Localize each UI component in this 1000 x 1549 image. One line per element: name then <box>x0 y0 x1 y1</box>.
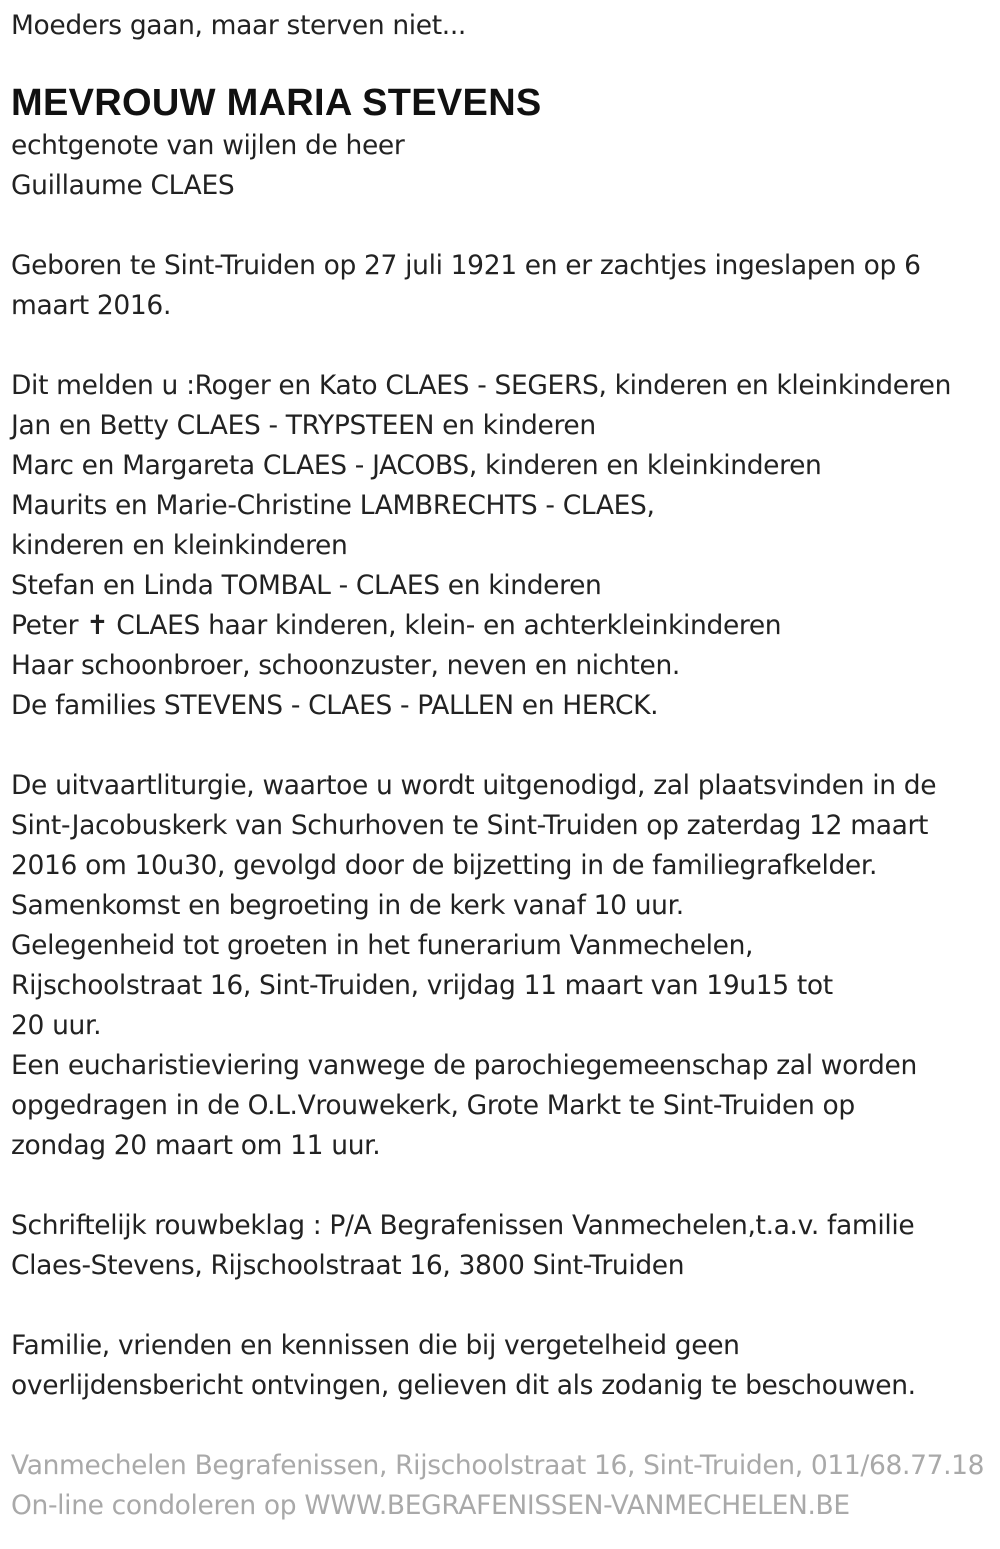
cross-icon: ✝ <box>86 610 109 641</box>
spouse-line: echtgenote van wijlen de heer <box>11 130 405 161</box>
ceremony-line: Gelegenheid tot groeten in het funerarium Vanmechelen, <box>11 930 754 961</box>
ceremony-line: Samenkomst en begroeting in de kerk vanaf 10 uur. <box>11 890 684 921</box>
spacer <box>11 326 996 366</box>
family-line: kinderen en kleinkinderen <box>11 530 348 561</box>
family-line: Stefan en Linda TOMBAL - CLAES en kinderen <box>11 570 602 601</box>
death-notice <box>11 0 996 1526</box>
ceremony-line: 2016 om 10u30, gevolgd door de bijzetting in de familiegrafkelder. <box>11 850 878 881</box>
footer <box>11 1446 996 1526</box>
peter-rest: CLAES haar kinderen, klein- en achterkleinkinderen <box>108 610 782 641</box>
family-line: De families STEVENS - CLAES - PALLEN en HERCK. <box>11 690 659 721</box>
ceremony-line: Sint-Jacobuskerk van Schurhoven te Sint-Truiden op zaterdag 12 maart <box>11 810 929 841</box>
spacer <box>11 206 996 246</box>
spacer <box>11 726 996 766</box>
ceremony-line: 20 uur. <box>11 1010 102 1041</box>
ceremony-line: Rijschoolstraat 16, Sint-Truiden, vrijdag 11 maart van 19u15 tot <box>11 970 833 1001</box>
family-line: Haar schoonbroer, schoonzuster, neven en nichten. <box>11 650 680 681</box>
family-line-peter <box>11 606 996 646</box>
birth-line: Geboren te Sint-Truiden op 27 juli 1921 en er zachtjes ingeslapen op 6 <box>11 250 921 281</box>
ceremony-line: opgedragen in de O.L.Vrouwekerk, Grote Markt te Sint-Truiden op <box>11 1090 855 1121</box>
condolence-line: Schriftelijk rouwbeklag : P/A Begrafenissen Vanmechelen,t.a.v. familie <box>11 1210 915 1241</box>
peter-name: Peter <box>11 610 87 641</box>
footer-website: On-line condoleren op WWW.BEGRAFENISSEN-VANMECHELEN.BE <box>11 1490 850 1521</box>
spacer <box>11 1406 996 1446</box>
ceremony-line: De uitvaartliturgie, waartoe u wordt uitgenodigd, zal plaatsvinden in de <box>11 770 937 801</box>
spacer <box>11 1166 996 1206</box>
family-line: Jan en Betty CLAES - TRYPSTEEN en kinderen <box>11 410 596 441</box>
condolence-line: Claes-Stevens, Rijschoolstraat 16, 3800 Sint-Truiden <box>11 1250 685 1281</box>
birth-line: maart 2016. <box>11 290 172 321</box>
footer-address: Vanmechelen Begrafenissen, Rijschoolstraat 16, Sint-Truiden, 011/68.77.18 <box>11 1450 985 1481</box>
family-line: Dit melden u :Roger en Kato CLAES - SEGERS, kinderen en kleinkinderen <box>11 370 952 401</box>
spacer <box>11 1286 996 1326</box>
ceremony-line: zondag 20 maart om 11 uur. <box>11 1130 381 1161</box>
ceremony-line: Een eucharistieviering vanwege de parochiegemeenschap zal worden <box>11 1050 917 1081</box>
family-line: Maurits en Marie-Christine LAMBRECHTS - CLAES, <box>11 490 655 521</box>
intro-text: Moeders gaan, maar sterven niet... <box>11 10 467 41</box>
spouse-line: Guillaume CLAES <box>11 170 235 201</box>
notice-line: overlijdensbericht ontvingen, gelieven dit als zodanig te beschouwen. <box>11 1370 916 1401</box>
family-line: Marc en Margareta CLAES - JACOBS, kinderen en kleinkinderen <box>11 450 822 481</box>
notice-line: Familie, vrienden en kennissen die bij vergetelheid geen <box>11 1330 740 1361</box>
deceased-name: MEVROUW MARIA STEVENS <box>11 82 542 124</box>
